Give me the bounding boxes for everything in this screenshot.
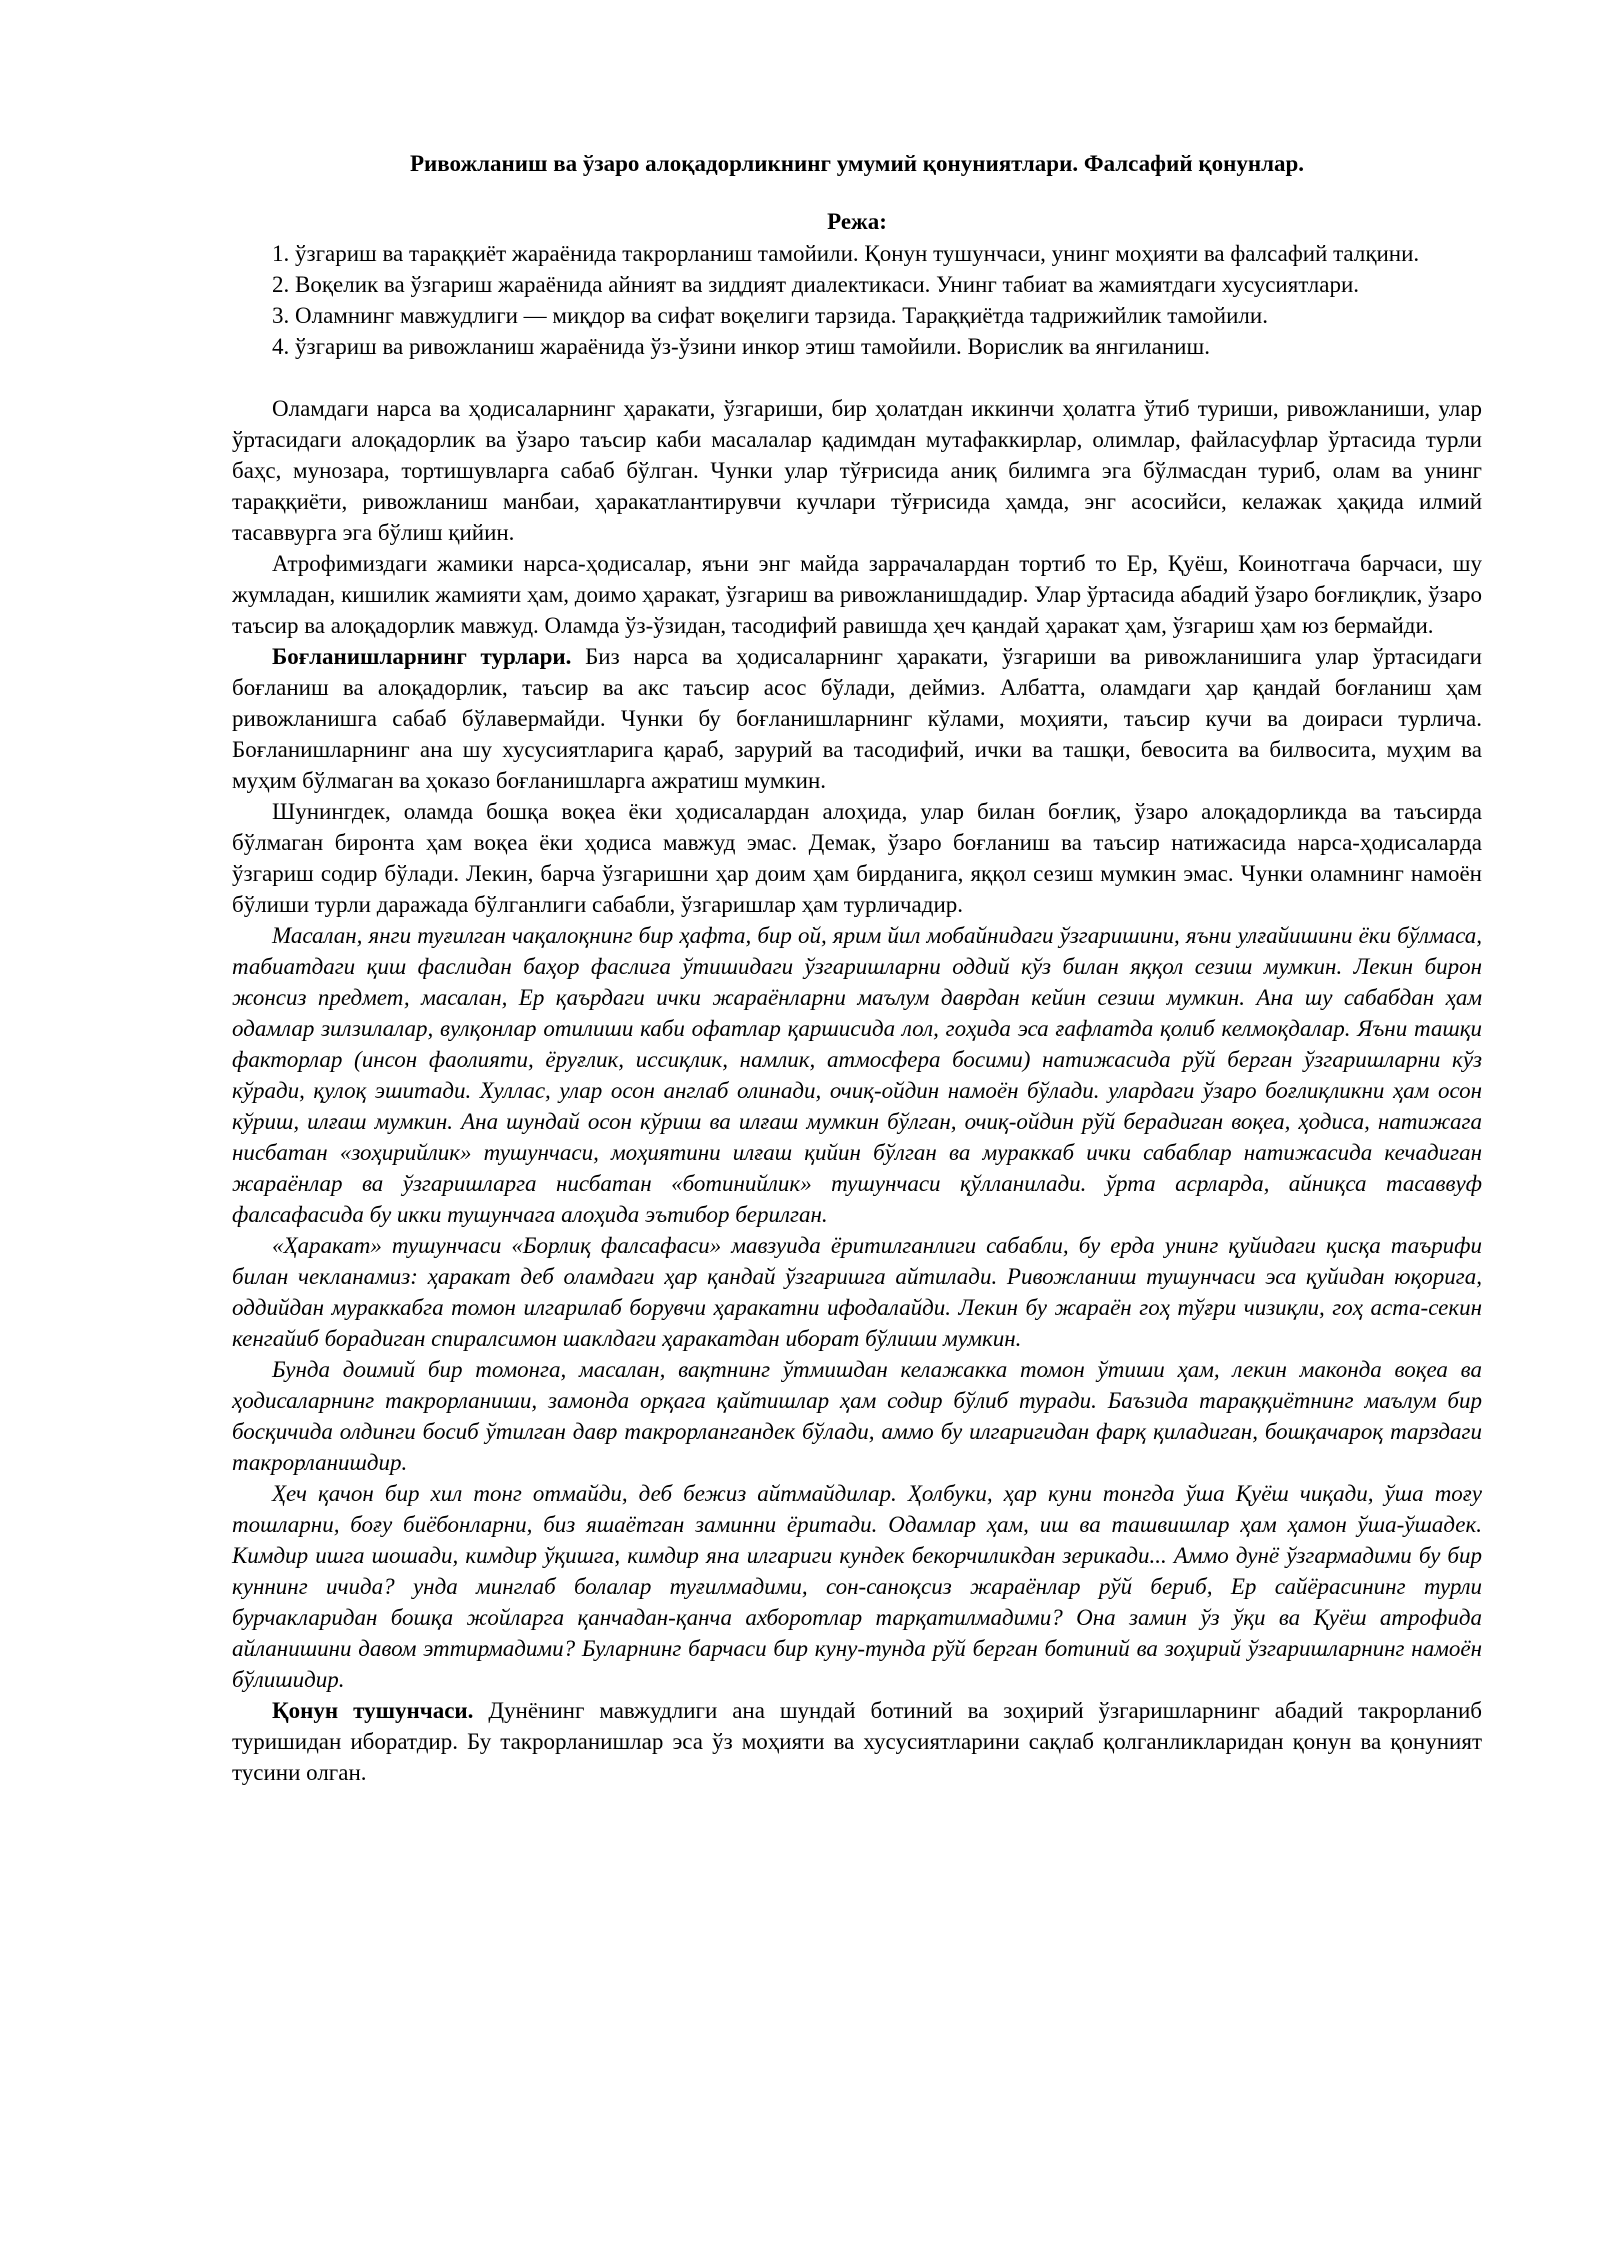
paragraph-text: «Ҳаракат» тушунчаси «Борлиқ фалсафаси» мавзуида ёритилганлиги сабабли, бу ерда унинг қуйидаги қисқа таърифи билан чекланамиз: ҳаракат деб оламдаги ҳар қандай ўзгаришга айтилади. Ривожланиш тушунчаси эса қуйидан юқорига, оддийдан мураккабга томон илгарилаб борувчи ҳаракатни ифодалайди. Лекин бу жараён гоҳ тўғри чизиқли, гоҳ аста-секин кенгайиб борадиган спиралсимон шаклдаги ҳаракатдан иборат бўлиши мумкин. [232, 1233, 1482, 1351]
paragraph [232, 796, 1482, 920]
paragraph [232, 548, 1482, 641]
paragraph-text: Атрофимиздаги жамики нарса-ҳодисалар, яъни энг майда заррачалардан тортиб то Ер, Қуёш, Коинотгача барчаси, шу жумладан, кишилик жамияти ҳам, доимо ҳаракат, ўзгариш ва ривожланишдадир. Улар ўртасида абадий ўзаро боғлиқлик, ўзаро таъсир ва алоқадорлик мавжуд. Оламда ўз-ўзидан, тасодифий равишда ҳеч қандай ҳаракат ҳам, ўзгариш ҳам юз бермайди. [232, 551, 1482, 638]
document-page [232, 150, 1482, 1788]
paragraph-text: Бунда доимий бир томонга, масалан, вақтнинг ўтмишдан келажакка томон ўтиши ҳам, лекин маконда воқеа ва ҳодисаларнинг такрорланиши, замонда орқага қайтишлар ҳам содир бўлиб туради. Баъзида тараққиётнинг маълум бир босқичида олдинги босиб ўтилган давр такрорлангандек бўлади, аммо бу илгаригидан фарқ қиладиган, бошқачароқ тарздаги такрорланишдир. [232, 1357, 1482, 1475]
paragraph-lead: Боғланишларнинг турлари. [272, 644, 572, 669]
paragraph-text: Масалан, янги туғилган чақалоқнинг бир ҳафта, бир ой, ярим йил мобайнидаги ўзгаришини, яъни улғайишини ёки бўлмаса, табиатдаги қиш фаслидан баҳор фаслига ўтишидаги ўзгаришларни оддий кўз билан яққол сезиш мумкин. Лекин бирон жонсиз предмет, масалан, Ер қаърдаги ички жараёнларни маълум даврдан кейин сезиш мумкин. Ана шу сабабдан ҳам одамлар зилзилалар, вулқонлар отилиши каби офатлар қаршисида лол, гоҳида эса ғафлатда қолиб келмоқдалар. Яъни ташқи факторлар (инсон фаолияти, ёруғлик, иссиқлик, намлик, атмосфера босими) натижасида рўй берган ўзгаришларни кўз кўради, қулоқ эшитади. Хуллас, улар осон англаб олинади, очиқ-ойдин намоён бўлади. улардаги ўзаро боғлиқликни ҳам осон кўриш, илғаш мумкин. Ана шундай осон кўриш ва илғаш мумкин бўлган, очиқ-ойдин рўй берадиган воқеа, ҳодиса, натижага нисбатан «зоҳирийлик» тушунчаси, моҳиятини илғаш қийин бўлган ва мураккаб ички сабаблар натижасида кечадиган жараёнлар ва ўзгаришларга нисбатан «ботинийлик» тушунчаси қўлланилади. ўрта асрларда, айниқса тасаввуф фалсафасида бу икки тушунчага алоҳида эътибор берилган. [232, 923, 1482, 1227]
plan-heading: Режа: [827, 209, 887, 234]
paragraph-lead: Қонун тушунчаси. [272, 1698, 474, 1723]
paragraph-italic [232, 1354, 1482, 1478]
plan-item: 3. Оламнинг мавжудлиги — миқдор ва сифат воқелиги тарзида. Тараққиётда тадрижийлик тамойили. [272, 303, 1268, 328]
paragraph [232, 1695, 1482, 1788]
paragraph-text: Биз нарса ва ҳодисаларнинг ҳаракати, ўзгариши ва ривожланишига улар ўртасидаги боғланиш ва алоқадорлик, таъсир ва акс таъсир асос бўлади, деймиз. Албатта, оламдаги ҳар қандай боғланиш ҳам ривожланишга сабаб бўлавермайди. Чунки бу боғланишларнинг кўлами, моҳияти, таъсир кучи ва доираси турлича. Боғланишларнинг ана шу хусусиятларига қараб, зарурий ва тасодифий, ички ва ташқи, бевосита ва билвосита, муҳим ва муҳим бўлмаган ва ҳоказо боғланишларга ажратиш мумкин. [232, 644, 1482, 793]
paragraph-italic [232, 920, 1482, 1230]
paragraph-italic [232, 1478, 1482, 1695]
paragraph-text: Дунёнинг мавжудлиги ана шундай ботиний ва зоҳирий ўзгаришларнинг абадий такрорланиб туришидан иборатдир. Бу такрорланишлар эса ўз моҳияти ва хусусиятларини сақлаб қолганликларидан қонун ва қонуният тусини олган. [232, 1698, 1482, 1785]
paragraph-italic [232, 1230, 1482, 1354]
body-text [232, 393, 1482, 1788]
plan-item: 1. ўзгариш ва тараққиёт жараёнида такрорланиш тамойили. Қонун тушунчаси, унинг моҳияти ва фалсафий талқини. [272, 241, 1420, 266]
plan-list [232, 238, 1482, 362]
paragraph-text: Оламдаги нарса ва ҳодисаларнинг ҳаракати, ўзгариши, бир ҳолатдан иккинчи ҳолатга ўтиб туриши, ривожланиши, улар ўртасидаги алоқадорлик ва ўзаро таъсир каби масалалар қадимдан мутафаккирлар, олимлар, файласуфлар ўртасида турли баҳс, мунозара, тортишувларга сабаб бўлган. Чунки улар тўғрисида аниқ билимга эга бўлмасдан туриб, олам ва унинг тараққиёти, ривожланиш манбаи, ҳаракатлантирувчи кучлари тўғрисида ҳамда, энг асосийси, келажак ҳақида илмий тасаввурга эга бўлиш қийин. [232, 396, 1482, 545]
document-title: Ривожланиш ва ўзаро алоқадорликнинг умумий қонуниятлари. Фалсафий қонунлар. [409, 151, 1305, 176]
paragraph-text: Ҳеч қачон бир хил тонг отмайди, деб бежиз айтмайдилар. Ҳолбуки, ҳар куни тонгда ўша Қуёш чиқади, ўша тоғу тошларни, боғу биёбонларни, биз яшаётган заминни ёритади. Одамлар ҳам, иш ва ташвишлар ҳам ҳамон ўша-ўшадек. Кимдир ишга шошади, кимдир ўқишга, кимдир яна илгариги кундек бекорчиликдан зерикади... Аммо дунё ўзгармадими бу бир куннинг ичида? унда минглаб болалар туғилмадими, сон-саноқсиз жараёнлар рўй бериб, Ер сайёрасининг турли бурчакларидан бошқа жойларга қанчадан-қанча ахборотлар тарқатилмадими? Она замин ўз ўқи ва Қуёш атрофида айланишини давом эттирмадими? Буларнинг барчаси бир куну-тунда рўй берган ботиний ва зоҳирий ўзгаришларнинг намоён бўлишидир. [232, 1481, 1482, 1692]
plan-item: 2. Воқелик ва ўзгариш жараёнида айният ва зиддият диалектикаси. Унинг табиат ва жамиятдаги хусусиятлари. [272, 272, 1360, 297]
paragraph [232, 393, 1482, 548]
plan-item: 4. ўзгариш ва ривожланиш жараёнида ўз-ўзини инкор этиш тамойили. Ворислик ва янгиланиш. [272, 334, 1210, 359]
paragraph [232, 641, 1482, 796]
paragraph-text: Шунингдек, оламда бошқа воқеа ёки ҳодисалардан алоҳида, улар билан боғлиқ, ўзаро алоқадорликда ва таъсирда бўлмаган биронта ҳам воқеа ёки ҳодиса мавжуд эмас. Демак, ўзаро боғланиш ва таъсир натижасида нарса-ҳодисаларда ўзгариш содир бўлади. Лекин, барча ўзгаришни ҳар доим ҳам бирданига, яққол сезиш мумкин эмас. Чунки оламнинг намоён бўлиши турли даражада бўлганлиги сабабли, ўзгаришлар ҳам турличадир. [232, 799, 1482, 917]
